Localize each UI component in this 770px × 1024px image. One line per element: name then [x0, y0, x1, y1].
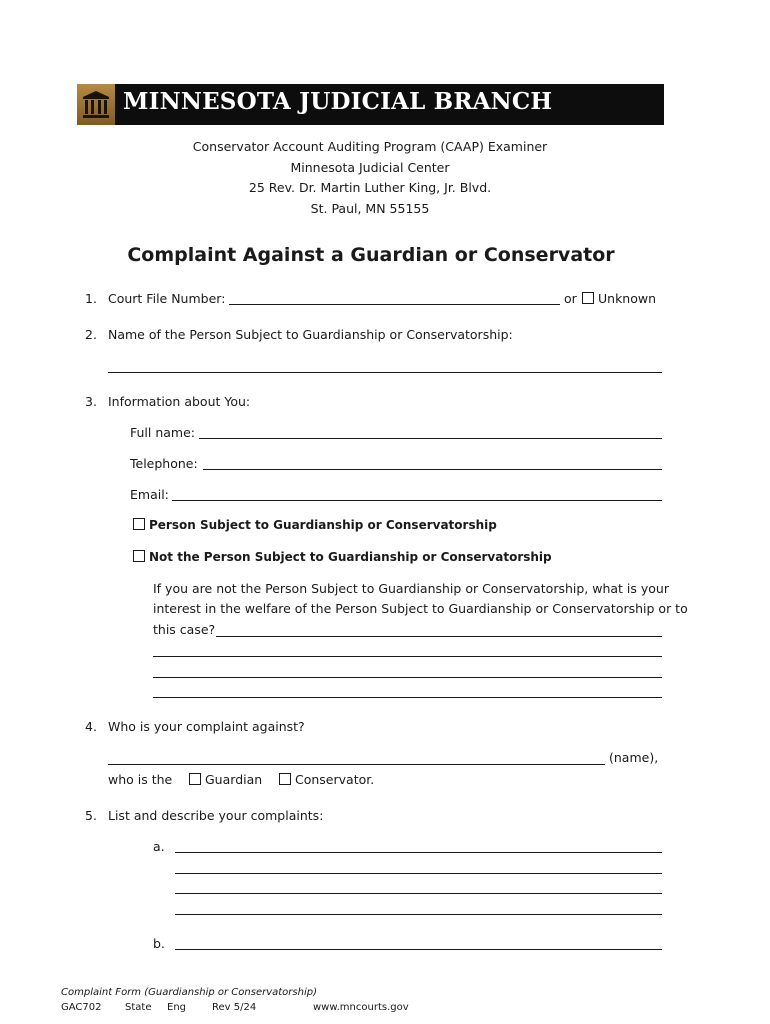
interest-text-line3: this case? — [153, 622, 216, 637]
full-name-field[interactable] — [199, 438, 662, 439]
footer-rev: Rev 5/24 — [212, 1002, 257, 1013]
banner-title: MINNESOTA JUDICIAL BRANCH — [123, 88, 553, 115]
q4-number: 4. — [85, 719, 97, 734]
complaint-a-field-line[interactable] — [175, 873, 662, 874]
interest-field-line[interactable] — [153, 656, 662, 657]
unknown-checkbox-group — [582, 291, 656, 306]
q3-number: 3. — [85, 394, 97, 409]
q5-number: 5. — [85, 808, 97, 823]
unknown-label: Unknown — [598, 291, 657, 306]
interest-field-line[interactable] — [153, 677, 662, 678]
q2-label: Name of the Person Subject to Guardianship or Conservatorship: — [108, 327, 513, 342]
unknown-checkbox[interactable] — [582, 292, 594, 304]
person-subject-name-field[interactable] — [108, 372, 662, 373]
full-name-label: Full name: — [130, 425, 196, 440]
interest-text-line1: If you are not the Person Subject to Guardianship or Conservatorship, what is your — [153, 581, 669, 596]
q4-label: Who is your complaint against? — [108, 719, 305, 734]
form-title: Complaint Against a Guardian or Conservator — [127, 244, 615, 266]
not-subject-option-label: Not the Person Subject to Guardianship or Conservatorship — [149, 550, 552, 564]
telephone-field[interactable] — [203, 469, 662, 470]
complaint-a-field-line[interactable] — [175, 914, 662, 915]
subject-option-label: Person Subject to Guardianship or Conservatorship — [149, 518, 497, 532]
item-b-label: b. — [153, 936, 165, 951]
footer-url[interactable]: www.mncourts.gov — [313, 1002, 409, 1013]
q1-label: Court File Number: — [108, 291, 226, 306]
q1-or: or — [564, 291, 577, 306]
footer-state: State — [125, 1002, 152, 1013]
interest-field-line[interactable] — [216, 636, 662, 637]
name-suffix: (name), — [609, 750, 659, 765]
q5-label: List and describe your complaints: — [108, 808, 324, 823]
footer-code: GAC702 — [61, 1002, 102, 1013]
conservator-option — [279, 772, 374, 787]
conservator-checkbox[interactable] — [279, 773, 291, 785]
email-field[interactable] — [172, 500, 662, 501]
q3-label: Information about You: — [108, 394, 251, 409]
court-file-number-field[interactable] — [229, 304, 560, 305]
item-a-label: a. — [153, 839, 165, 854]
complaint-against-name-field[interactable] — [108, 764, 605, 765]
not-subject-option — [133, 550, 552, 564]
email-label: Email: — [130, 487, 169, 502]
footer-form-name: Complaint Form (Guardianship or Conservatorship) — [61, 987, 317, 998]
interest-text-line2: interest in the welfare of the Person Subject to Guardianship or Conservatorship or to — [153, 601, 688, 616]
footer-lang: Eng — [167, 1002, 187, 1013]
address-line: Minnesota Judicial Center — [290, 159, 450, 175]
address-line: Conservator Account Auditing Program (CAAP) Examiner — [192, 139, 548, 154]
who-is-the-label: who is the — [108, 772, 173, 787]
complaint-a-field-line[interactable] — [175, 893, 662, 894]
interest-field-line[interactable] — [153, 697, 662, 698]
address-line: 25 Rev. Dr. Martin Luther King, Jr. Blvd. — [248, 180, 492, 195]
address-block — [0, 137, 740, 219]
guardian-option — [189, 772, 262, 787]
subject-option — [133, 518, 497, 532]
subject-checkbox[interactable] — [133, 518, 145, 530]
not-subject-checkbox[interactable] — [133, 550, 145, 562]
q1-number: 1. — [85, 291, 97, 306]
complaint-a-field-line[interactable] — [175, 852, 662, 853]
complaint-b-field-line[interactable] — [175, 949, 662, 950]
guardian-label: Guardian — [205, 772, 263, 787]
guardian-checkbox[interactable] — [189, 773, 201, 785]
address-line: St. Paul, MN 55155 — [310, 200, 430, 216]
q2-number: 2. — [85, 327, 97, 342]
courthouse-logo-icon — [77, 84, 115, 125]
conservator-label: Conservator. — [295, 772, 375, 787]
header-banner — [77, 84, 664, 125]
telephone-label: Telephone: — [130, 456, 198, 471]
